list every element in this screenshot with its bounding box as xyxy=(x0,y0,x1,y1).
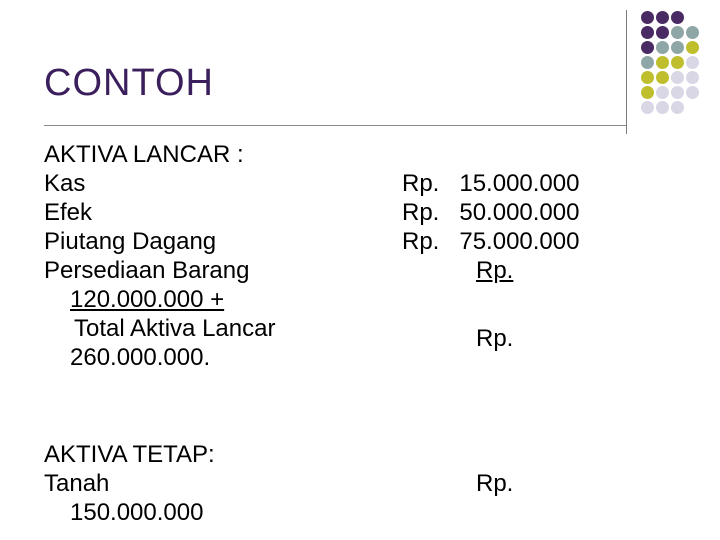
decorative-dot xyxy=(686,71,699,84)
total-value-aktiva-lancar: 260.000.000. xyxy=(70,344,211,371)
decorative-dot xyxy=(671,101,684,114)
amount-piutang-dagang: Rp. 75.000.000 xyxy=(402,228,580,255)
vertical-divider xyxy=(626,10,627,134)
total-label-aktiva-lancar: Total Aktiva Lancar xyxy=(74,315,276,342)
amount-tanah: Rp. xyxy=(476,470,514,497)
decorative-dot xyxy=(641,86,654,99)
decorative-dot xyxy=(656,86,669,99)
amount-total-aktiva-lancar: Rp. xyxy=(476,325,514,352)
decorative-dot xyxy=(641,101,654,114)
item-label-efek: Efek xyxy=(44,199,93,226)
item-label-tanah: Tanah xyxy=(44,470,110,497)
section-heading-aktiva-tetap: AKTIVA TETAP: xyxy=(44,441,215,468)
section-heading-aktiva-lancar: AKTIVA LANCAR : xyxy=(44,141,244,168)
item-value-persediaan-barang: 120.000.000 + xyxy=(70,286,225,313)
amount-kas: Rp. 15.000.000 xyxy=(402,170,580,197)
item-label-piutang-dagang: Piutang Dagang xyxy=(44,228,217,255)
decorative-dot xyxy=(656,26,669,39)
decorative-dot xyxy=(671,11,684,24)
decorative-dot xyxy=(656,101,669,114)
decorative-dot xyxy=(686,56,699,69)
item-value-tanah: 150.000.000 xyxy=(70,499,204,526)
decorative-dot xyxy=(686,26,699,39)
decorative-dot xyxy=(671,86,684,99)
decorative-dot xyxy=(641,56,654,69)
decorative-dot xyxy=(656,11,669,24)
amount-efek: Rp. 50.000.000 xyxy=(402,199,580,226)
decorative-dot xyxy=(656,56,669,69)
title-divider xyxy=(44,125,626,126)
decorative-dot xyxy=(641,71,654,84)
decorative-dot xyxy=(641,41,654,54)
amount-persediaan-barang: Rp. xyxy=(476,257,514,284)
decorative-dot xyxy=(671,41,684,54)
decorative-dot xyxy=(641,11,654,24)
decorative-dot xyxy=(686,41,699,54)
decorative-dot xyxy=(671,56,684,69)
decorative-dot xyxy=(671,26,684,39)
decorative-dot xyxy=(641,26,654,39)
decorative-dot xyxy=(671,71,684,84)
decorative-dot xyxy=(656,41,669,54)
item-label-kas: Kas xyxy=(44,170,86,197)
decorative-dot xyxy=(686,86,699,99)
item-label-persediaan-barang: Persediaan Barang xyxy=(44,257,250,284)
decorative-dot xyxy=(656,71,669,84)
slide-title: CONTOH xyxy=(44,62,214,104)
